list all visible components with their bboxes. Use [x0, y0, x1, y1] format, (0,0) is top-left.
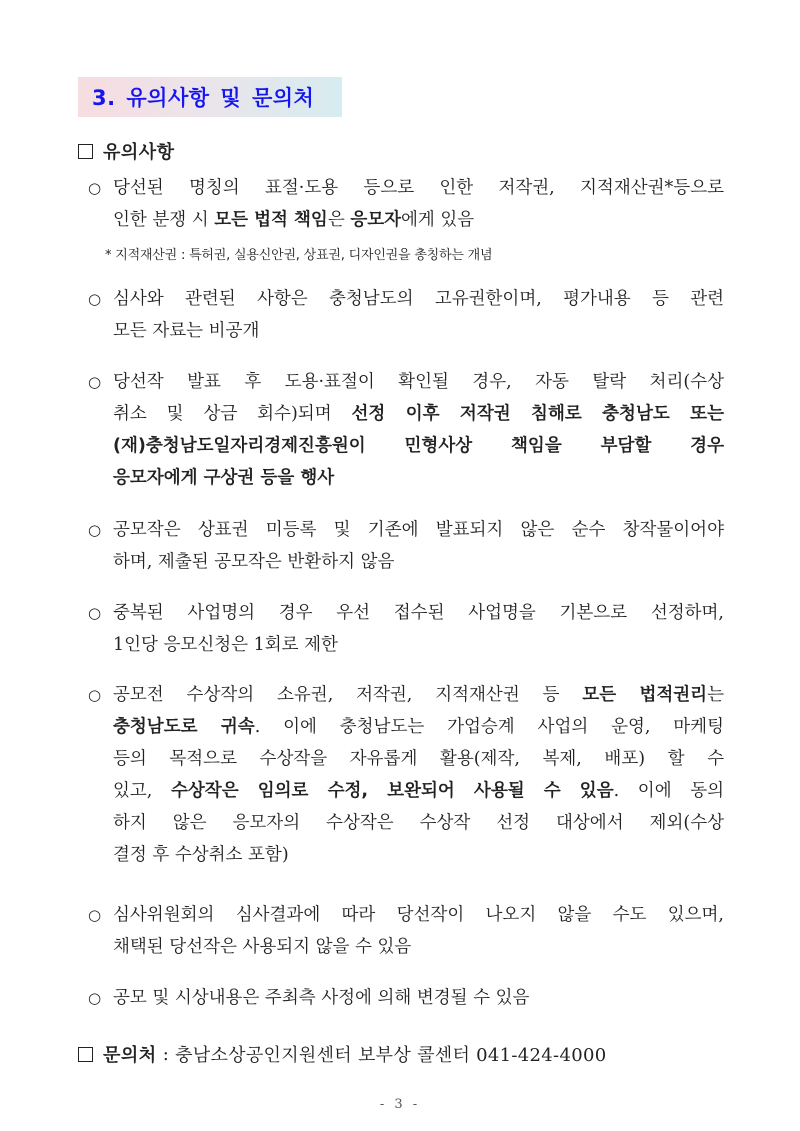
- text-run: 취소 및 상금 회수)되며: [113, 404, 352, 424]
- text-run: 심사위원회의 심사결과에 따라 당선작이 나오지 않을 수도 있으며,: [113, 905, 724, 925]
- circle-bullet-icon: ○: [88, 373, 102, 391]
- circle-bullet-icon: ○: [88, 604, 102, 622]
- notice-line: [113, 172, 724, 204]
- circle-bullet-icon: ○: [88, 686, 102, 704]
- bold-text-run: 선정 이후 저작권 침해로 충청남도 또는: [351, 404, 724, 424]
- text-run: 는: [707, 685, 724, 705]
- text-run: 모든 자료는 비공개: [113, 321, 260, 341]
- notice-text: [113, 366, 724, 494]
- notice-line: [113, 204, 724, 236]
- text-run: 공모작은 상표권 미등록 및 기존에 발표되지 않은 순수 창작물이어야: [113, 520, 724, 540]
- notice-text: [113, 899, 724, 963]
- text-run: 에게 있음: [401, 210, 475, 230]
- section-title: 3. 유의사항 및 문의처: [92, 86, 315, 110]
- bold-text-run: 모든 법적 책임: [214, 210, 328, 230]
- contact-value: 충남소상공인지원센터 보부상 콜센터 041-424-4000: [175, 1045, 607, 1066]
- circle-bullet-icon: ○: [88, 290, 102, 308]
- notice-line: [113, 315, 724, 347]
- notices-heading-label: 유의사항: [103, 142, 175, 163]
- contact-separator: :: [156, 1043, 176, 1065]
- text-run: 공모 및 시상내용은 주최측 사정에 의해 변경될 수 있음: [113, 988, 530, 1008]
- text-run: 하지 않은 응모자의 수상작은 수상작 선정 대상에서 제외(수상: [113, 813, 724, 833]
- notice-line: [113, 283, 724, 315]
- checkbox-icon: [78, 1047, 93, 1062]
- text-run: . 이에 동의: [613, 781, 725, 801]
- text-run: 공모전 수상작의 소유권, 저작권, 지적재산권 등: [113, 685, 583, 705]
- circle-bullet-icon: ○: [88, 906, 102, 924]
- notice-text: [113, 982, 724, 1014]
- notice-line: [113, 711, 724, 743]
- text-run: 1인당 응모신청은 1회로 제한: [113, 635, 338, 655]
- bold-text-run: 충청남도로 귀속: [113, 717, 255, 737]
- text-run: 심사와 관련된 사항은 충청남도의 고유권한이며, 평가내용 등 관련: [113, 289, 724, 309]
- notice-line: [113, 982, 724, 1014]
- notice-text: [113, 283, 724, 347]
- text-run: 채택된 당선작은 사용되지 않을 수 있음: [113, 937, 412, 957]
- notice-line: [113, 807, 724, 839]
- text-run: 은: [327, 210, 351, 230]
- bold-text-run: (재)충청남도일자리경제진흥원이 민형사상 책임을 부담할 경우: [113, 436, 724, 456]
- circle-bullet-icon: ○: [88, 179, 102, 197]
- bold-text-run: 응모자에게 구상권 등을 행사: [113, 468, 335, 488]
- notice-line: [113, 743, 724, 775]
- footnote-ip-rights: * 지적재산권 : 특허권, 실용신안권, 상표권, 디자인권을 총칭하는 개념: [105, 248, 493, 263]
- notice-line: [113, 398, 724, 430]
- circle-bullet-icon: ○: [88, 989, 102, 1007]
- notice-line: [113, 546, 724, 578]
- notice-line: [113, 679, 724, 711]
- notice-line: [113, 462, 724, 494]
- section-heading: [78, 77, 342, 117]
- page-number: - 3 -: [379, 1097, 421, 1112]
- circle-bullet-icon: ○: [88, 521, 102, 539]
- notice-text: [113, 679, 724, 871]
- checkbox-icon: [78, 144, 93, 159]
- text-run: 등의 목적으로 수상작을 자유롭게 활용(제작, 복제, 배포) 할 수: [113, 749, 724, 769]
- bold-text-run: 모든 법적권리: [582, 685, 708, 705]
- notice-line: [113, 430, 724, 462]
- notice-line: [113, 366, 724, 398]
- notice-line: [113, 931, 724, 963]
- text-run: 하며, 제출된 공모작은 반환하지 않음: [113, 552, 395, 572]
- notice-line: [113, 839, 724, 871]
- notice-line: [113, 899, 724, 931]
- notice-line: [113, 597, 724, 629]
- text-run: 결정 후 수상취소 포함): [113, 845, 289, 865]
- text-run: . 이에 충청남도는 가업승계 사업의 운영, 마케팅: [254, 717, 724, 737]
- contact-label: 문의처: [103, 1045, 157, 1066]
- text-run: 당선작 발표 후 도용·표절이 확인될 경우, 자동 탈락 처리(수상: [113, 372, 724, 392]
- notice-line: [113, 775, 724, 807]
- notice-text: [113, 597, 724, 661]
- notice-line: [113, 514, 724, 546]
- bold-text-run: 응모자: [350, 210, 402, 230]
- notices-heading: [78, 138, 175, 164]
- text-run: 당선된 명칭의 표절·도용 등으로 인한 저작권, 지적재산권*등으로: [113, 178, 724, 198]
- bold-text-run: 수상작은 임의로 수정, 보완되어 사용될 수 있음: [170, 781, 614, 801]
- text-run: 중복된 사업명의 경우 우선 접수된 사업명을 기본으로 선정하며,: [113, 603, 724, 623]
- notice-line: [113, 629, 724, 661]
- contact-line: [78, 1041, 606, 1067]
- notice-text: [113, 514, 724, 578]
- notice-text: [113, 172, 724, 236]
- text-run: 있고,: [113, 781, 171, 801]
- text-run: 인한 분쟁 시: [113, 210, 215, 230]
